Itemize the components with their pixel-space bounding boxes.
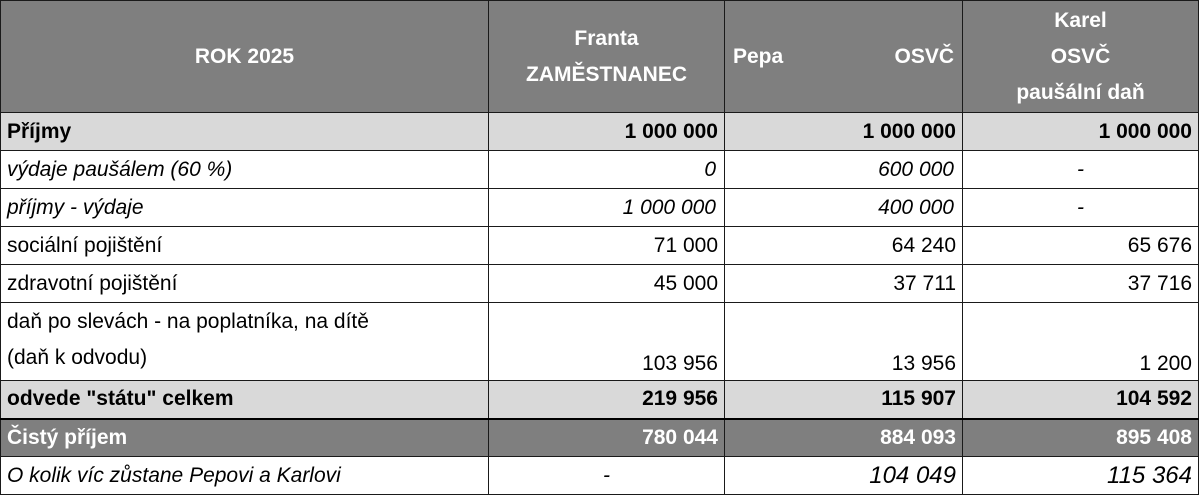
cell-pepa: 115 907 — [725, 381, 963, 419]
row-label — [1, 303, 489, 381]
cell-pepa: 64 240 — [725, 227, 963, 265]
cell-franta: 780 044 — [489, 419, 725, 457]
cell-franta: 1 000 000 — [489, 113, 725, 151]
cell-franta: 45 000 — [489, 265, 725, 303]
cell-franta: 1 000 000 — [489, 189, 725, 227]
row-label: Příjmy — [1, 113, 489, 151]
row-odvede — [1, 381, 1199, 419]
franta-header — [489, 1, 725, 113]
row-kolik — [1, 457, 1199, 495]
row-cisty — [1, 419, 1199, 457]
cell-karel: 37 716 — [963, 265, 1199, 303]
cell-pepa: 104 049 — [725, 457, 963, 495]
franta-name: Franta — [574, 26, 639, 50]
cell-karel: - — [963, 189, 1199, 227]
row-zdravotni — [1, 265, 1199, 303]
pepa-header — [725, 1, 963, 113]
cell-pepa: 884 093 — [725, 419, 963, 457]
cell-pepa: 400 000 — [725, 189, 963, 227]
cell-franta: 103 956 — [489, 303, 725, 381]
karel-subtype: paušální daň — [1016, 80, 1145, 104]
row-label: Čistý příjem — [1, 419, 489, 457]
row-label-line1: daň po slevách - na poplatníka, na dítě — [7, 309, 369, 333]
cell-pepa: 13 956 — [725, 303, 963, 381]
cell-karel: 115 364 — [963, 457, 1199, 495]
row-label-line2: (daň k odvodu) — [7, 345, 148, 369]
karel-type: OSVČ — [1050, 44, 1111, 68]
row-socialni — [1, 227, 1199, 265]
row-label: odvede "státu" celkem — [1, 381, 489, 419]
cell-franta: 0 — [489, 151, 725, 189]
pepa-name: Pepa — [733, 45, 784, 68]
header-row — [1, 1, 1199, 113]
cell-franta: 71 000 — [489, 227, 725, 265]
row-vydaje — [1, 151, 1199, 189]
cell-franta: - — [489, 457, 725, 495]
row-label: příjmy - výdaje — [1, 189, 489, 227]
row-dan — [1, 303, 1199, 381]
row-prijmy-vydaje — [1, 189, 1199, 227]
pepa-type: OSVČ — [894, 45, 954, 68]
row-label: sociální pojištění — [1, 227, 489, 265]
cell-karel: 65 676 — [963, 227, 1199, 265]
row-label: O kolik víc zůstane Pepovi a Karlovi — [1, 457, 489, 495]
cell-karel: 1 200 — [963, 303, 1199, 381]
row-label: výdaje paušálem (60 %) — [1, 151, 489, 189]
cell-pepa: 600 000 — [725, 151, 963, 189]
row-label: zdravotní pojištění — [1, 265, 489, 303]
karel-header — [963, 1, 1199, 113]
cell-pepa: 37 711 — [725, 265, 963, 303]
franta-type: ZAMĚSTNANEC — [526, 62, 687, 86]
year-header: ROK 2025 — [1, 1, 489, 113]
cell-karel: 104 592 — [963, 381, 1199, 419]
cell-karel: - — [963, 151, 1199, 189]
karel-name: Karel — [1054, 8, 1107, 32]
cell-franta: 219 956 — [489, 381, 725, 419]
cell-pepa: 1 000 000 — [725, 113, 963, 151]
cell-karel: 895 408 — [963, 419, 1199, 457]
cell-karel: 1 000 000 — [963, 113, 1199, 151]
row-prijmy — [1, 113, 1199, 151]
